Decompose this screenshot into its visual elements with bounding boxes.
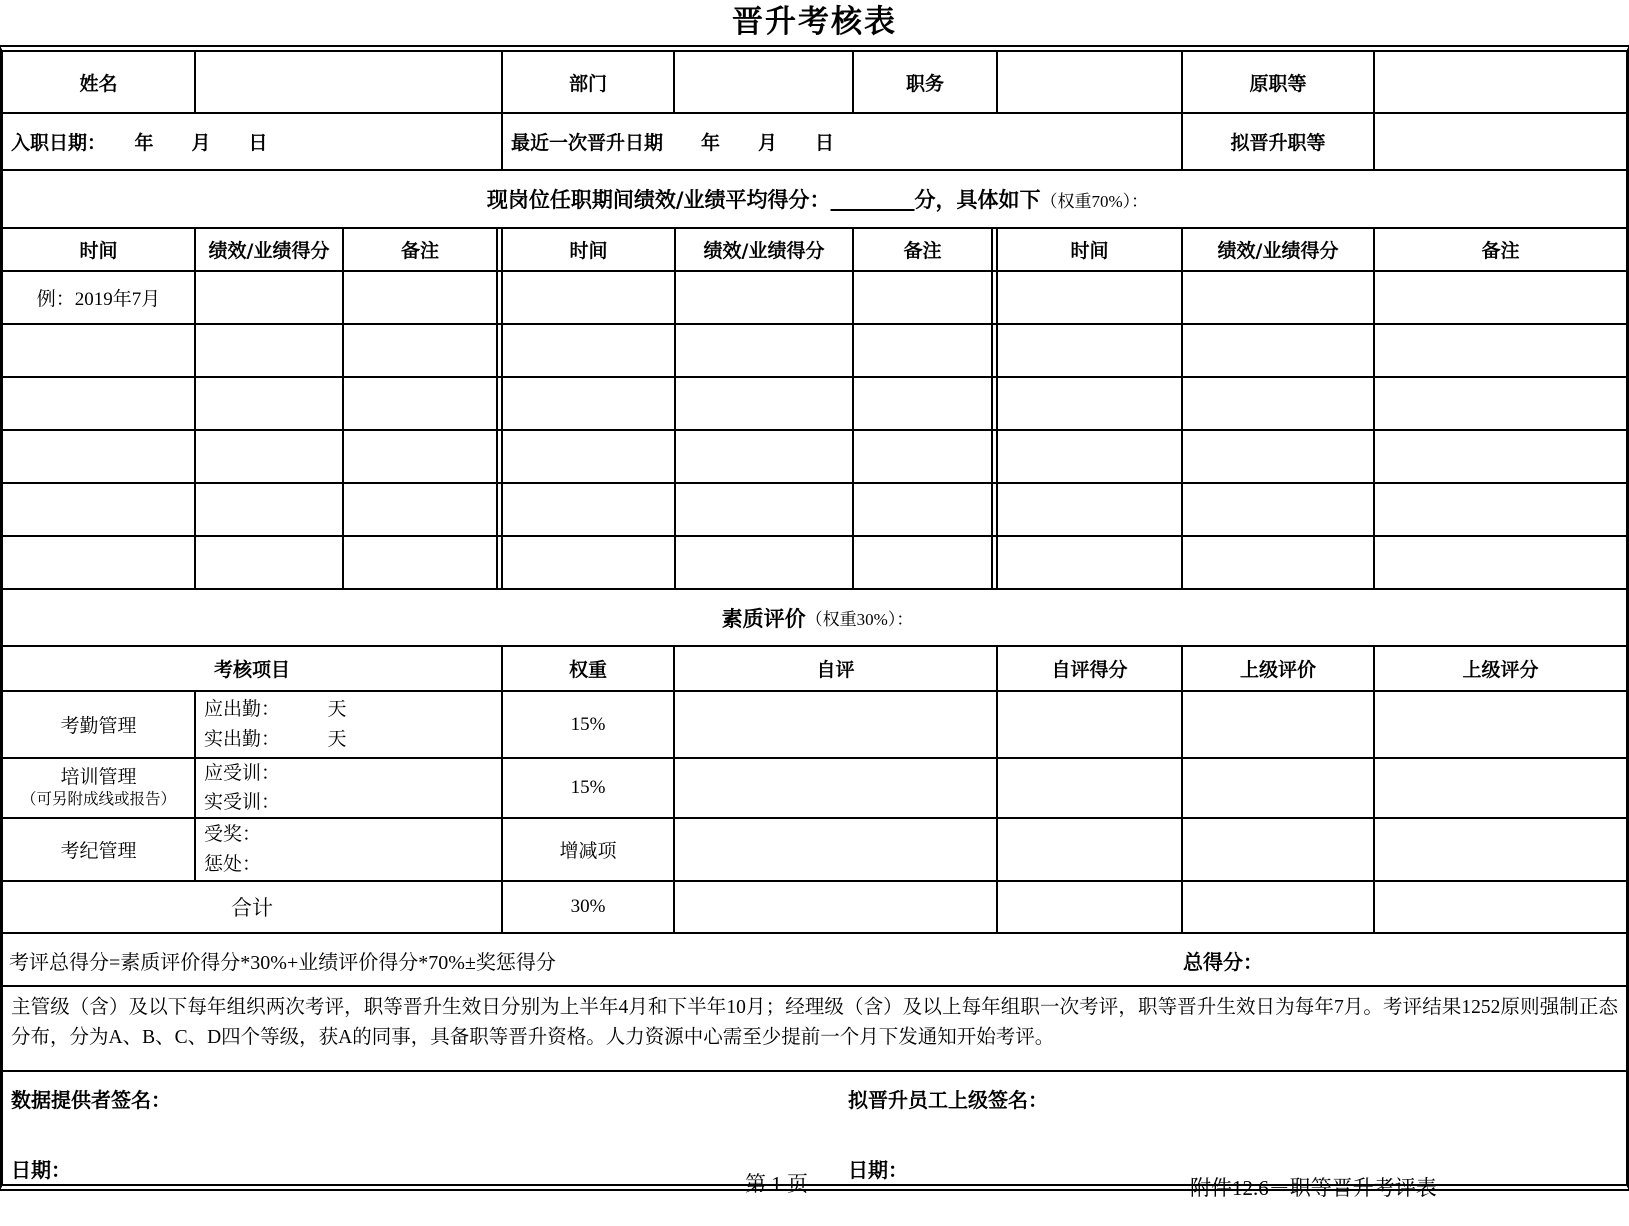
perf-cell (998, 537, 1183, 588)
name-value-cell (196, 52, 503, 112)
perf-header-remark-2: 备注 (854, 229, 998, 270)
quality-heading-weight-note: （权重30%）： (805, 610, 914, 629)
perf-cell (676, 537, 854, 588)
perf-data-row (3, 272, 1626, 325)
perf-cell (998, 272, 1183, 323)
perf-cell (344, 378, 503, 429)
perf-cell (854, 537, 998, 588)
discipline-superior-eval-cell (1183, 819, 1375, 880)
department-value-cell (675, 52, 854, 112)
total-score-label: 总得分： (1183, 950, 1263, 974)
total-weight: 30% (503, 882, 675, 932)
total-superior-eval-cell (1183, 882, 1375, 932)
attendance-required-line: 应出勤： 天 (204, 699, 347, 721)
position-label: 职务 (854, 52, 998, 112)
perf-cell (998, 325, 1183, 376)
quality-header-self-eval: 自评 (675, 647, 998, 690)
attendance-actual-line: 实出勤： 天 (204, 728, 347, 750)
perf-cell (676, 272, 854, 323)
page-number: 第 1 页 (745, 1172, 808, 1196)
perf-header-time-2: 时间 (503, 229, 676, 270)
notes-text: 主管级（含）及以下每年组织两次考评，职等晋升生效日分别为上半年4月和下半年10月；经理级（含）及以上每年组职一次考评，职等晋升生效日为每年7月。考评结果1252原则强制正态分布，分为A、B、C、D四个等级，获A的同事，具备职等晋升资格。人力资源中心需至少提前一个月下发通知开始考评。 (11, 997, 1618, 1049)
attendance-superior-eval-cell (1183, 692, 1375, 757)
signatures-row (3, 1072, 1626, 1184)
perf-cell (854, 325, 998, 376)
perf-cell (1375, 431, 1626, 482)
performance-table-header (3, 229, 1626, 272)
performance-section-heading-row (3, 171, 1626, 229)
total-self-score-cell (998, 882, 1183, 932)
department-label: 部门 (503, 52, 675, 112)
quality-header-superior-score: 上级评分 (1462, 659, 1539, 681)
training-self-eval-cell (675, 759, 998, 817)
quality-header-self-score: 自评得分 (998, 647, 1183, 690)
page-title: 晋升考核表 (732, 4, 897, 40)
perf-cell (998, 431, 1183, 482)
perf-data-row (3, 431, 1626, 484)
perf-data-row (3, 537, 1626, 590)
performance-heading-blank: ________ (830, 187, 915, 211)
perf-cell (503, 272, 676, 323)
info-row-1 (3, 52, 1626, 114)
discipline-weight: 增减项 (503, 819, 675, 880)
training-item-sub: （可另附成线或报告） (20, 791, 176, 809)
perf-cell (3, 431, 196, 482)
attendance-self-score-cell (998, 692, 1183, 757)
quality-header-weight: 权重 (503, 647, 675, 690)
proposed-rank-label: 拟晋升职等 (1183, 114, 1375, 169)
perf-cell (3, 484, 196, 535)
discipline-punishment-line: 惩处： (204, 853, 262, 875)
original-rank-value-cell (1375, 52, 1626, 112)
proposed-rank-value-cell (1375, 114, 1626, 169)
name-label: 姓名 (3, 52, 196, 112)
perf-cell (1375, 484, 1626, 535)
perf-cell (676, 431, 854, 482)
perf-cell (503, 484, 676, 535)
perf-cell (196, 325, 344, 376)
formula-text: 考评总得分=素质评价得分*30%+业绩评价得分*70%±奖惩得分 (9, 952, 556, 974)
info-row-2 (3, 114, 1626, 171)
formula-row (3, 934, 1626, 987)
perf-cell (1375, 378, 1626, 429)
perf-cell (1375, 537, 1626, 588)
perf-cell (196, 378, 344, 429)
perf-cell (1183, 325, 1375, 376)
perf-data-row (3, 484, 1626, 537)
original-rank-label: 原职等 (1183, 52, 1375, 112)
discipline-item-label: 考纪管理 (3, 819, 196, 880)
performance-heading-suffix: 分，具体如下 (914, 188, 1041, 212)
notes-row (3, 987, 1626, 1072)
training-item-main: 培训管理 (60, 766, 137, 788)
perf-cell (1375, 272, 1626, 323)
training-detail-cell (196, 759, 503, 817)
quality-header-superior-eval: 上级评价 (1183, 647, 1375, 690)
perf-cell (196, 537, 344, 588)
perf-cell: 例：2019年7月 (3, 272, 196, 323)
quality-row-training (3, 759, 1626, 819)
perf-cell (344, 325, 503, 376)
perf-cell (676, 378, 854, 429)
perf-cell (1183, 272, 1375, 323)
total-label: 合计 (3, 882, 503, 932)
attendance-superior-score-cell (1375, 692, 1626, 757)
perf-header-score-2: 绩效/业绩得分 (676, 229, 854, 270)
perf-cell (3, 537, 196, 588)
discipline-superior-score-cell (1375, 819, 1626, 880)
quality-section-heading-row (3, 590, 1626, 647)
training-self-score-cell (998, 759, 1183, 817)
discipline-self-eval-cell (675, 819, 998, 880)
perf-header-score-1: 绩效/业绩得分 (196, 229, 344, 270)
perf-cell (1183, 378, 1375, 429)
attachment-label: 附件12.6－职等晋升考评表 (1190, 1176, 1437, 1200)
perf-cell (1183, 431, 1375, 482)
data-provider-signature-label: 数据提供者签名： (11, 1088, 171, 1112)
perf-cell (503, 537, 676, 588)
entry-date-cell: 入职日期： 年 月 日 (3, 114, 503, 169)
perf-header-remark-3: 备注 (1481, 240, 1520, 262)
supervisor-signature-label: 拟晋升员工上级签名： (848, 1088, 1048, 1112)
perf-cell (854, 484, 998, 535)
perf-data-row (3, 378, 1626, 431)
perf-cell (344, 431, 503, 482)
training-item-label (3, 759, 196, 817)
date-label-left: 日期： (11, 1158, 71, 1182)
training-superior-score-cell (1375, 759, 1626, 817)
perf-data-row (3, 325, 1626, 378)
perf-cell (998, 484, 1183, 535)
promotion-assessment-table (0, 45, 1629, 1191)
perf-cell (196, 431, 344, 482)
discipline-reward-line: 受奖： (204, 824, 262, 846)
perf-cell (1183, 537, 1375, 588)
perf-cell (196, 272, 344, 323)
discipline-self-score-cell (998, 819, 1183, 880)
perf-cell (196, 484, 344, 535)
performance-table-body (3, 272, 1626, 590)
quality-total-row (3, 882, 1626, 934)
quality-section-heading (3, 590, 1626, 645)
attendance-detail-cell (196, 692, 503, 757)
perf-header-score-3: 绩效/业绩得分 (1183, 229, 1375, 270)
attendance-self-eval-cell (675, 692, 998, 757)
perf-cell (854, 378, 998, 429)
performance-heading-weight-note: （权重70%）： (1040, 191, 1149, 211)
quality-header-item: 考核项目 (3, 647, 503, 690)
perf-cell (854, 272, 998, 323)
perf-cell (3, 378, 196, 429)
date-label-right: 日期： (848, 1158, 908, 1182)
perf-cell (854, 431, 998, 482)
training-required-line: 应受训： (204, 762, 281, 784)
perf-cell (3, 325, 196, 376)
position-value-cell (998, 52, 1183, 112)
quality-table-header (3, 647, 1626, 692)
quality-row-attendance (3, 692, 1626, 759)
performance-heading-main: 现岗位任职期间绩效/业绩平均得分： (486, 188, 831, 212)
total-superior-score-cell (1375, 882, 1626, 932)
attendance-item-label: 考勤管理 (3, 692, 196, 757)
discipline-detail-cell (196, 819, 503, 880)
perf-cell (344, 484, 503, 535)
perf-cell (1183, 484, 1375, 535)
total-self-eval-cell (675, 882, 998, 932)
perf-cell (503, 325, 676, 376)
perf-header-remark-1: 备注 (344, 229, 503, 270)
perf-cell (676, 484, 854, 535)
quality-heading-main: 素质评价 (721, 606, 806, 631)
perf-cell (1375, 325, 1626, 376)
perf-header-time-3: 时间 (998, 229, 1183, 270)
training-superior-eval-cell (1183, 759, 1375, 817)
attendance-weight: 15% (503, 692, 675, 757)
performance-section-heading (3, 171, 1626, 227)
perf-cell (503, 378, 676, 429)
training-weight: 15% (503, 759, 675, 817)
perf-cell (503, 431, 676, 482)
quality-row-discipline (3, 819, 1626, 882)
perf-cell (344, 272, 503, 323)
perf-cell (344, 537, 503, 588)
perf-cell (676, 325, 854, 376)
perf-header-time-1: 时间 (3, 229, 196, 270)
last-promotion-date-cell: 最近一次晋升日期 年 月 日 (503, 114, 1183, 169)
perf-cell (998, 378, 1183, 429)
training-actual-line: 实受训： (204, 792, 281, 813)
